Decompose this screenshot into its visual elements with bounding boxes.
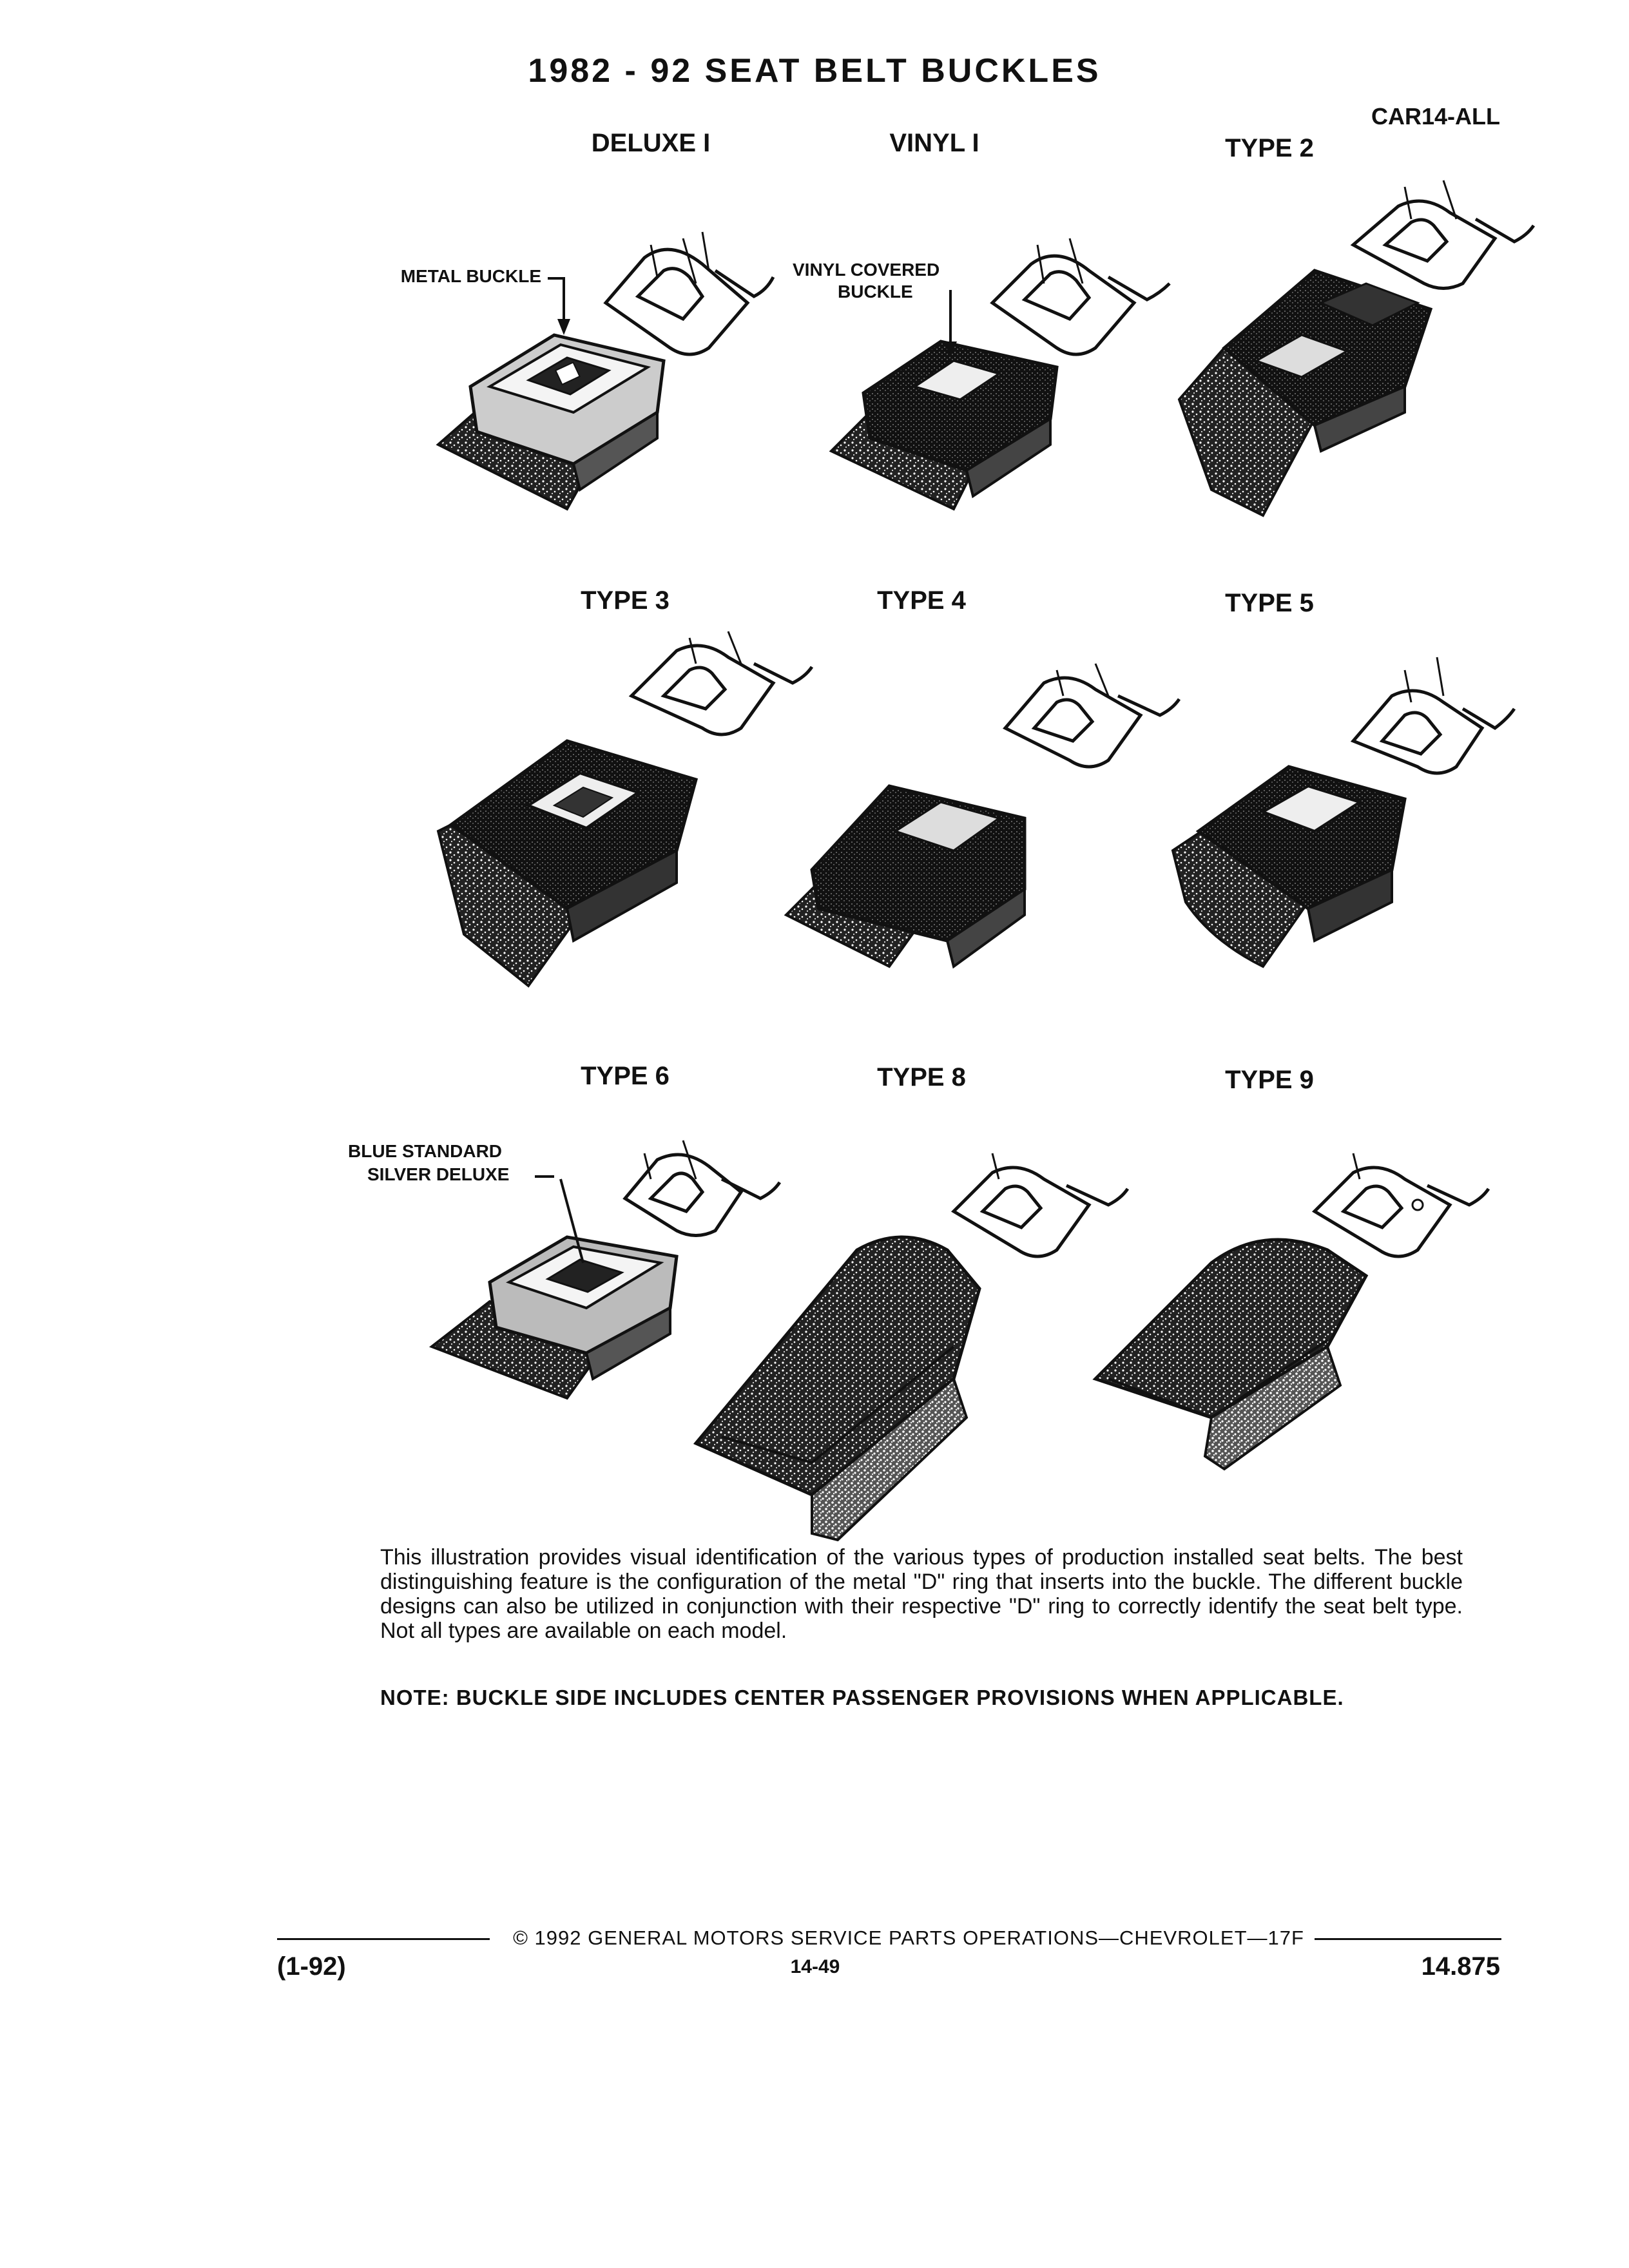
page-number-center: 14-49 xyxy=(790,1956,840,1977)
callout-metal-buckle: METAL BUCKLE xyxy=(400,266,541,286)
caption-deluxe-1: DELUXE I xyxy=(591,129,711,157)
buckle-vinyl-1-illustration xyxy=(831,238,1170,509)
caption-type-6: TYPE 6 xyxy=(581,1062,670,1090)
buckle-type-5-illustration xyxy=(1173,657,1514,966)
callout-silver-deluxe: SILVER DELUXE xyxy=(367,1164,510,1184)
caption-type-8: TYPE 8 xyxy=(877,1063,966,1091)
buckle-type-6-illustration xyxy=(432,1140,780,1398)
buckle-type-8-illustration xyxy=(696,1153,1128,1540)
callout-vinyl-line2: BUCKLE xyxy=(838,282,913,302)
revision-date: (1-92) xyxy=(277,1952,346,1981)
caption-vinyl-1: VINYL I xyxy=(889,129,979,157)
footer-rule-right xyxy=(1315,1938,1501,1940)
caption-type-9: TYPE 9 xyxy=(1225,1066,1314,1094)
caption-type-2: TYPE 2 xyxy=(1225,134,1314,162)
footer-rule-left xyxy=(277,1938,490,1940)
page-number-right: 14.875 xyxy=(1421,1952,1500,1981)
buckle-type-4-illustration xyxy=(786,664,1179,966)
buckle-type-9-illustration xyxy=(1095,1153,1489,1469)
description-paragraph: This illustration provides visual identification of the various types of production installed seat belts. The best distinguishing feature is the configuration of the metal "D" ring that inserts into the buckle. The different buckle designs can also be utilized in conjunction with their respective "D" ring to correctly identify the seat belt type. Not all types are available on each model. xyxy=(380,1545,1463,1643)
caption-type-3: TYPE 3 xyxy=(581,586,670,615)
caption-type-4: TYPE 4 xyxy=(877,586,966,615)
document-code: CAR14-ALL xyxy=(1371,103,1500,130)
note-text: NOTE: BUCKLE SIDE INCLUDES CENTER PASSENGER PROVISIONS WHEN APPLICABLE. xyxy=(380,1686,1344,1709)
callout-blue-standard: BLUE STANDARD xyxy=(348,1141,503,1161)
page-title: 1982 - 92 SEAT BELT BUCKLES xyxy=(528,52,1101,90)
footer-copyright: © 1992 GENERAL MOTORS SERVICE PARTS OPERATIONS—CHEVROLET—17F xyxy=(513,1927,1304,1949)
caption-type-5: TYPE 5 xyxy=(1225,589,1314,617)
buckle-type-2-illustration xyxy=(1179,180,1534,515)
callout-vinyl-line1: VINYL COVERED xyxy=(793,260,940,280)
buckle-deluxe-1-illustration xyxy=(438,232,773,509)
buckle-type-3-illustration xyxy=(438,631,812,986)
